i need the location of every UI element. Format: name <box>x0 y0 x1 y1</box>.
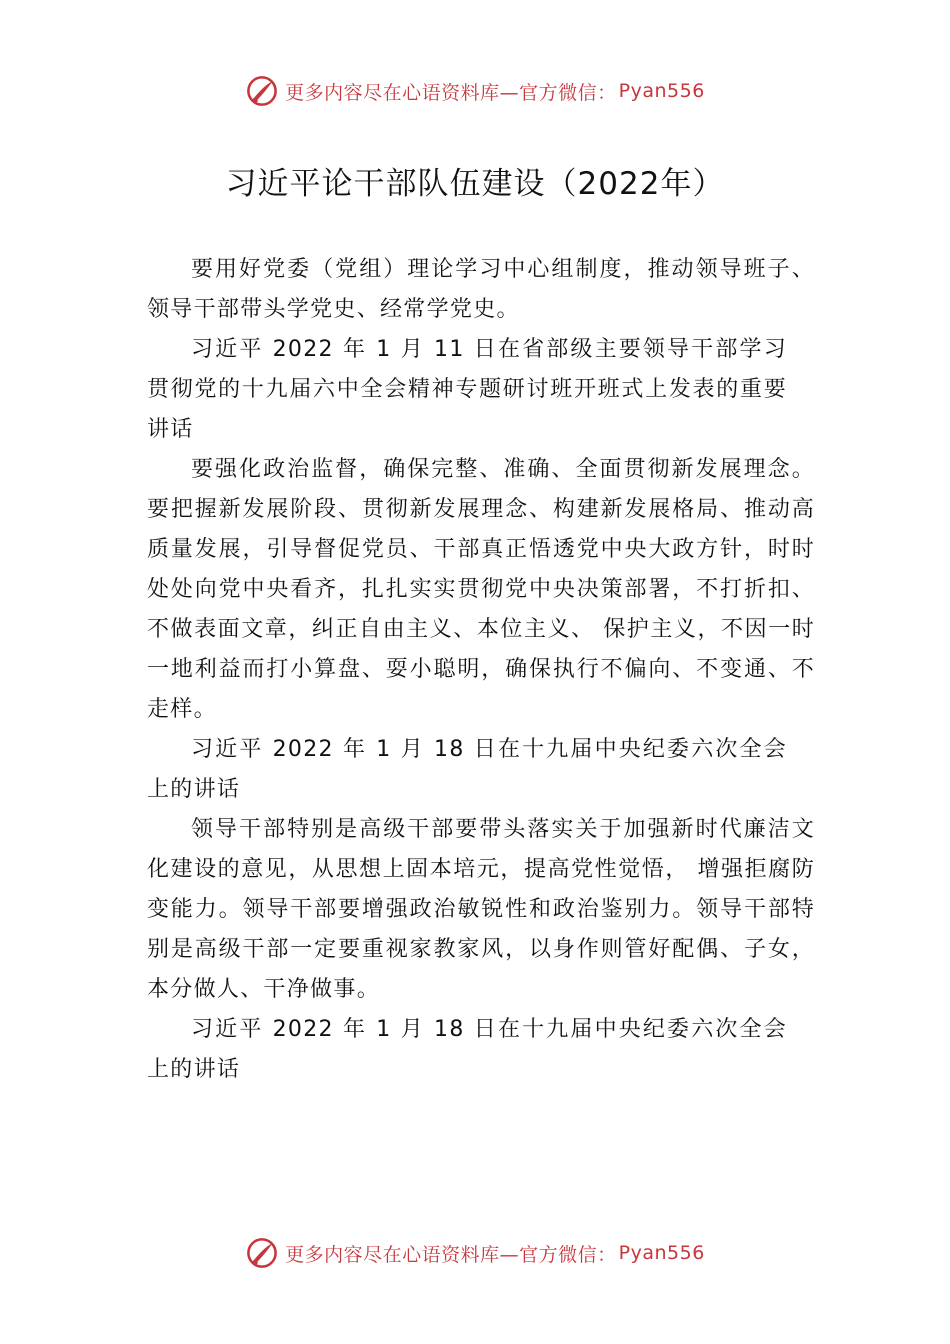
header-watermark <box>0 74 950 108</box>
source-paragraph: 习近平 2022 年 1 月 18 日在十九届中央纪委六次全会上的讲话 <box>147 1017 787 1082</box>
ink-brush-logo-icon <box>245 1236 279 1270</box>
quote-paragraph: 领导干部特别是高级干部要带头落实关于加强新时代廉洁文化建设的意见，从思想上固本培元，提高党性觉悟， 增强拒腐防变能力。领导干部要增强政治敏锐性和政治鉴别力。领导干部特别是高级干部一定要重视家教家风，以身作则管好配偶、子女，本分做人、干净做事。 <box>147 817 815 1002</box>
document-body <box>147 250 815 1090</box>
source-paragraph: 习近平 2022 年 1 月 18 日在十九届中央纪委六次全会上的讲话 <box>147 737 787 802</box>
watermark-text: 更多内容尽在心语资料库—官方微信： <box>285 1243 617 1266</box>
document-title: 习近平论干部队伍建设（2022年） <box>225 166 725 202</box>
quote-paragraph: 要用好党委（党组）理论学习中心组制度，推动领导班子、领导干部带头学党史、经常学党史。 <box>147 257 815 322</box>
source-paragraph: 习近平 2022 年 1 月 11 日在省部级主要领导干部学习贯彻党的十九届六中全会精神专题研讨班开班式上发表的重要讲话 <box>147 337 787 442</box>
watermark-text: 更多内容尽在心语资料库—官方微信： <box>285 81 617 104</box>
watermark-account: Pyan556 <box>618 80 705 102</box>
quote-paragraph: 要强化政治监督，确保完整、准确、全面贯彻新发展理念。要把握新发展阶段、贯彻新发展理念、构建新发展格局、推动高质量发展，引导督促党员、干部真正悟透党中央大政方针，时时处处向党中央看齐，扎扎实实贯彻党中央决策部署，不打折扣、不做表面文章，纠正自由主义、本位主义、 保护主义，不因一时一地利益而打小算盘、耍小聪明，确保执行不偏向、不变通、不走样。 <box>147 457 815 722</box>
watermark-account: Pyan556 <box>618 1242 705 1264</box>
ink-brush-logo-icon <box>245 74 279 108</box>
footer-watermark <box>0 1236 950 1270</box>
